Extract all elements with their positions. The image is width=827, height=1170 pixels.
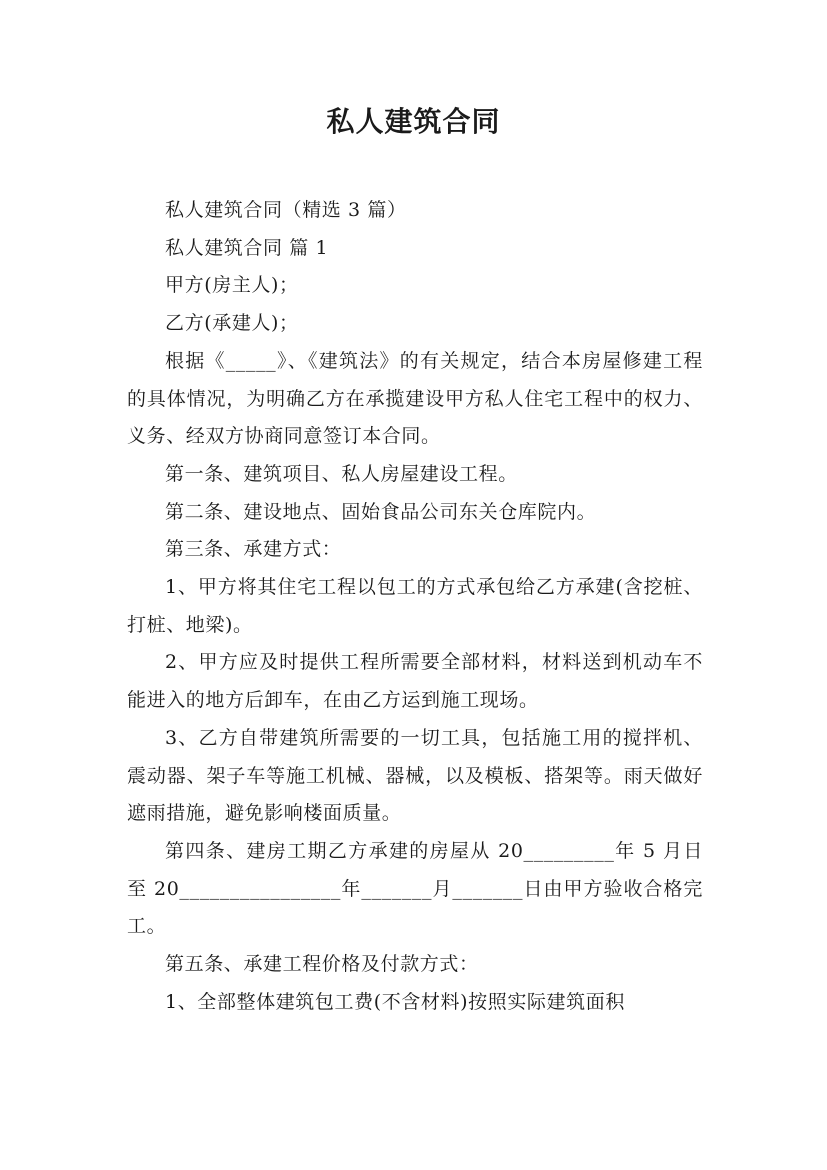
paragraph-article-3-item-1: 1、甲方将其住宅工程以包工的方式承包给乙方承建(含挖桩、打桩、地梁)。: [127, 576, 703, 636]
paragraph-article-3-item-2: 2、甲方应及时提供工程所需要全部材料，材料送到机动车不能进入的地方后卸车，在由乙方运到施工现场。: [127, 651, 703, 712]
paragraph-party-b: 乙方(承建人)；: [165, 312, 299, 335]
paragraph-article-4: 第四条、建房工期乙方承建的房屋从 20_________年 5 月日至 20________________年_______月_______日由甲方验收合格完工。: [127, 839, 703, 938]
paragraph-subtitle: 私人建筑合同（精选 3 篇）: [165, 199, 407, 221]
paragraph-article-3-item-3: 3、乙方自带建筑所需要的一切工具，包括施工用的搅拌机、震动器、架子车等施工机械、器械，以及模板、搭架等。雨天做好遮雨措施，避免影响楼面质量。: [127, 726, 703, 825]
paragraph-article-2: 第二条、建设地点、固始食品公司东关仓库院内。: [165, 500, 597, 523]
paragraph-article-1: 第一条、建筑项目、私人房屋建设工程。: [165, 462, 518, 485]
paragraph-preamble: 根据《_____》、《建筑法》的有关规定，结合本房屋修建工程的具体情况，为明确乙方在承揽建设甲方私人住宅工程中的权力、义务、经双方协商同意签订本合同。: [127, 349, 703, 448]
paragraph-section-heading: 私人建筑合同 篇 1: [165, 236, 329, 259]
paragraph-article-5-item-1: 1、全部整体建筑包工费(不含材料)按照实际建筑面积: [165, 990, 625, 1013]
paragraph-article-3: 第三条、承建方式：: [165, 538, 342, 561]
document-body: [127, 192, 703, 1021]
paragraph-article-5: 第五条、承建工程价格及付款方式：: [165, 953, 479, 976]
paragraph-party-a: 甲方(房主人)；: [165, 274, 299, 297]
document-title: 私人建筑合同: [326, 105, 501, 138]
